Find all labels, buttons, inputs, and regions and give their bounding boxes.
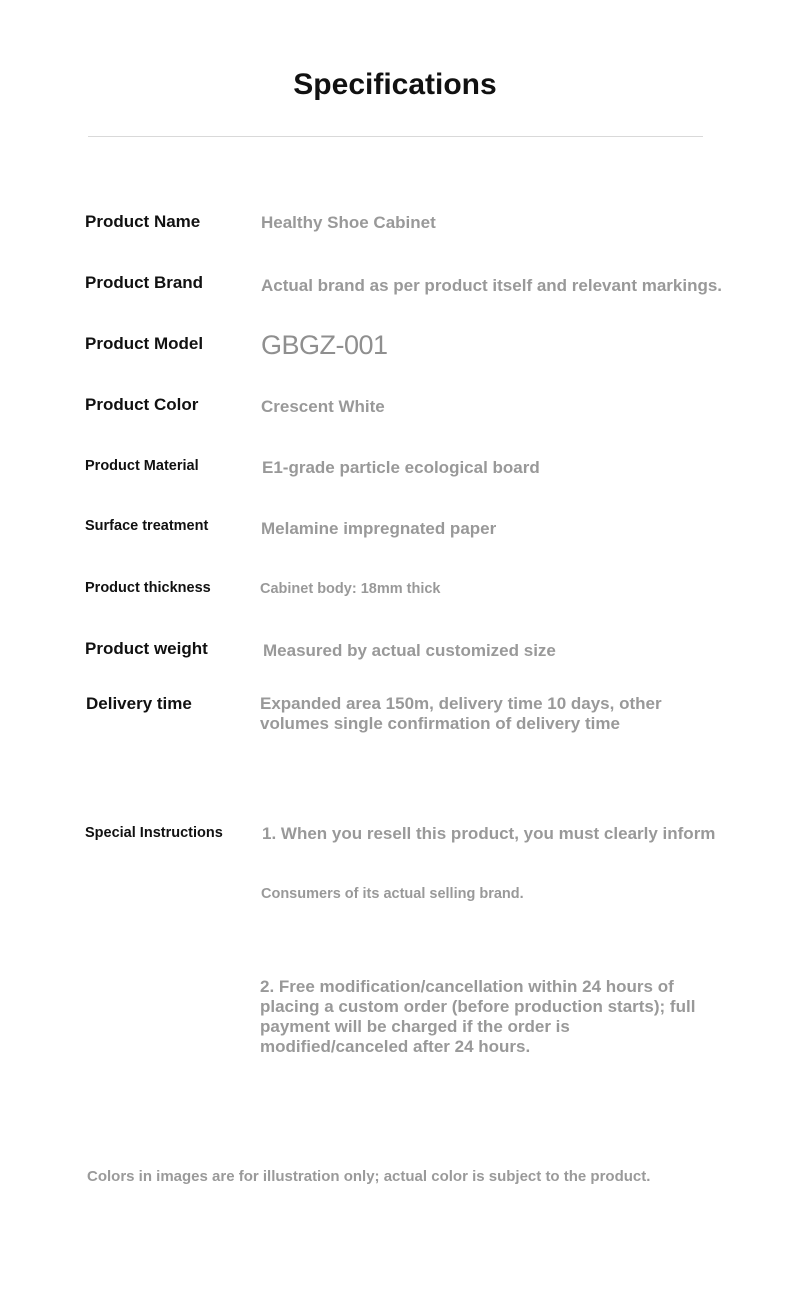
spec-label-delivery-time: Delivery time (86, 694, 192, 713)
special-instruction-2: 2. Free modification/cancellation within 24 hours of placing a custom order (before production starts); full payment will be charged if the order is modified/canceled after 24 hours. (260, 977, 696, 1056)
spec-value-product-model: GBGZ-001 (261, 330, 388, 360)
spec-value-product-color: Crescent White (261, 397, 385, 416)
spec-label-product-color: Product Color (85, 395, 199, 414)
spec-value-product-name: Healthy Shoe Cabinet (261, 213, 436, 232)
spec-label-product-weight: Product weight (85, 639, 208, 658)
spec-value-delivery-time: Expanded area 150m, delivery time 10 days, other volumes single confirmation of delivery time (260, 694, 662, 733)
spec-label-product-material: Product Material (85, 458, 199, 474)
special-instruction-1-line-1: 1. When you resell this product, you must clearly inform (262, 824, 716, 843)
spec-label-product-name: Product Name (85, 212, 201, 231)
page-title: Specifications (293, 68, 497, 101)
title-divider (88, 136, 703, 137)
spec-value-product-thickness: Cabinet body: 18mm thick (260, 581, 441, 597)
spec-label-product-brand: Product Brand (85, 273, 204, 292)
spec-value-surface-treatment: Melamine impregnated paper (261, 519, 497, 538)
color-disclaimer: Colors in images are for illustration only; actual color is subject to the product. (87, 1168, 651, 1185)
spec-label-surface-treatment: Surface treatment (85, 518, 209, 534)
spec-value-product-material: E1-grade particle ecological board (262, 458, 540, 477)
spec-value-product-weight: Measured by actual customized size (263, 641, 556, 660)
special-instruction-1-line-2: Consumers of its actual selling brand. (261, 886, 524, 902)
special-instructions-label: Special Instructions (85, 825, 223, 841)
spec-label-product-thickness: Product thickness (85, 580, 211, 596)
spec-value-product-brand: Actual brand as per product itself and relevant markings. (261, 276, 723, 295)
spec-label-product-model: Product Model (85, 334, 204, 353)
